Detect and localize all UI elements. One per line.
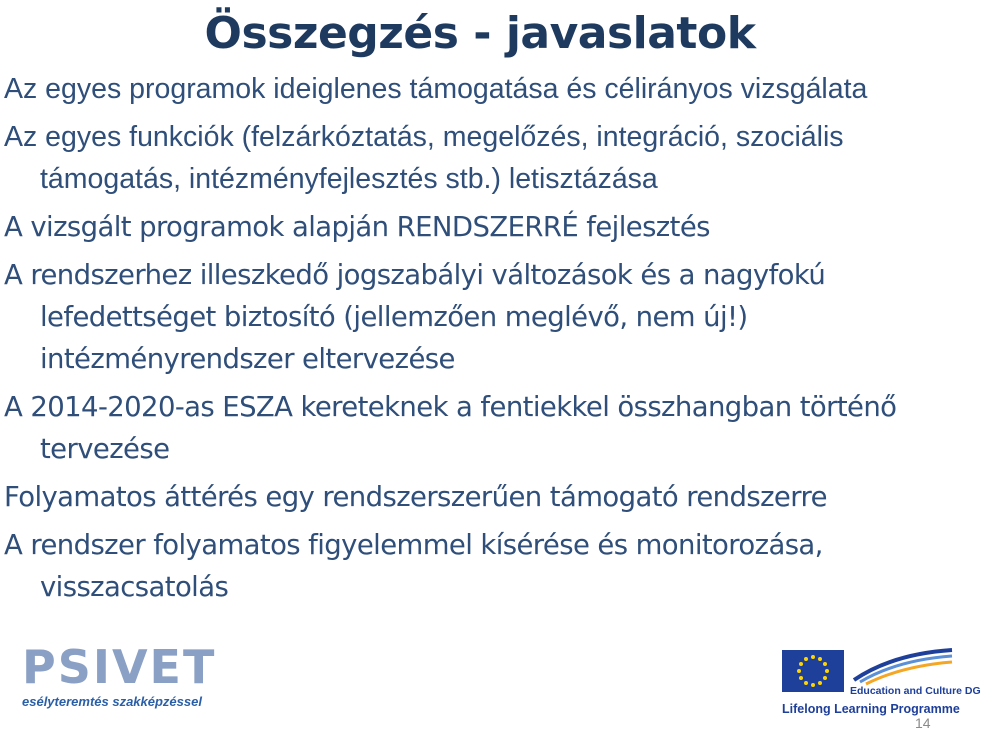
bullet-item: A rendszerhez illeszkedő jogszabályi változások és a nagyfokú lefedettséget biztosító (jellemzően meglévő, nem új!) intézményrendszer eltervezése: [4, 259, 826, 375]
slide-title: Összegzés - javaslatok: [204, 8, 756, 59]
eu-flag-icon: [782, 650, 844, 692]
bullet-item: A vizsgált programok alapján RENDSZERRÉ fejlesztés: [4, 211, 710, 243]
page-number: 14: [915, 715, 931, 731]
bullet-item: Folyamatos áttérés egy rendszerszerűen támogató rendszerre: [4, 481, 827, 513]
eu-programme-label: Lifelong Learning Programme: [782, 702, 960, 716]
bullet-item: A rendszer folyamatos figyelemmel kísérése és monitorozása, visszacsatolás: [4, 529, 823, 603]
lifelong-learning-swoosh-icon: [852, 646, 956, 686]
eu-dg-label: Education and Culture DG: [850, 685, 981, 697]
bullet-item: Az egyes funkciók (felzárkóztatás, megelőzés, integráció, szociális támogatás, intézményfejlesztés stb.) letisztázása: [4, 121, 844, 195]
psivet-logo: [22, 640, 222, 714]
psivet-logo-text: PSIVET: [22, 640, 217, 694]
bullet-list: [4, 68, 954, 614]
bullet-item: Az egyes programok ideiglenes támogatása és célirányos vizsgálata: [4, 73, 868, 105]
psivet-tagline: esélyteremtés szakképzéssel: [22, 694, 202, 709]
bullet-item: A 2014-2020-as ESZA kereteknek a fentiekkel összhangban történő tervezése: [4, 391, 897, 465]
